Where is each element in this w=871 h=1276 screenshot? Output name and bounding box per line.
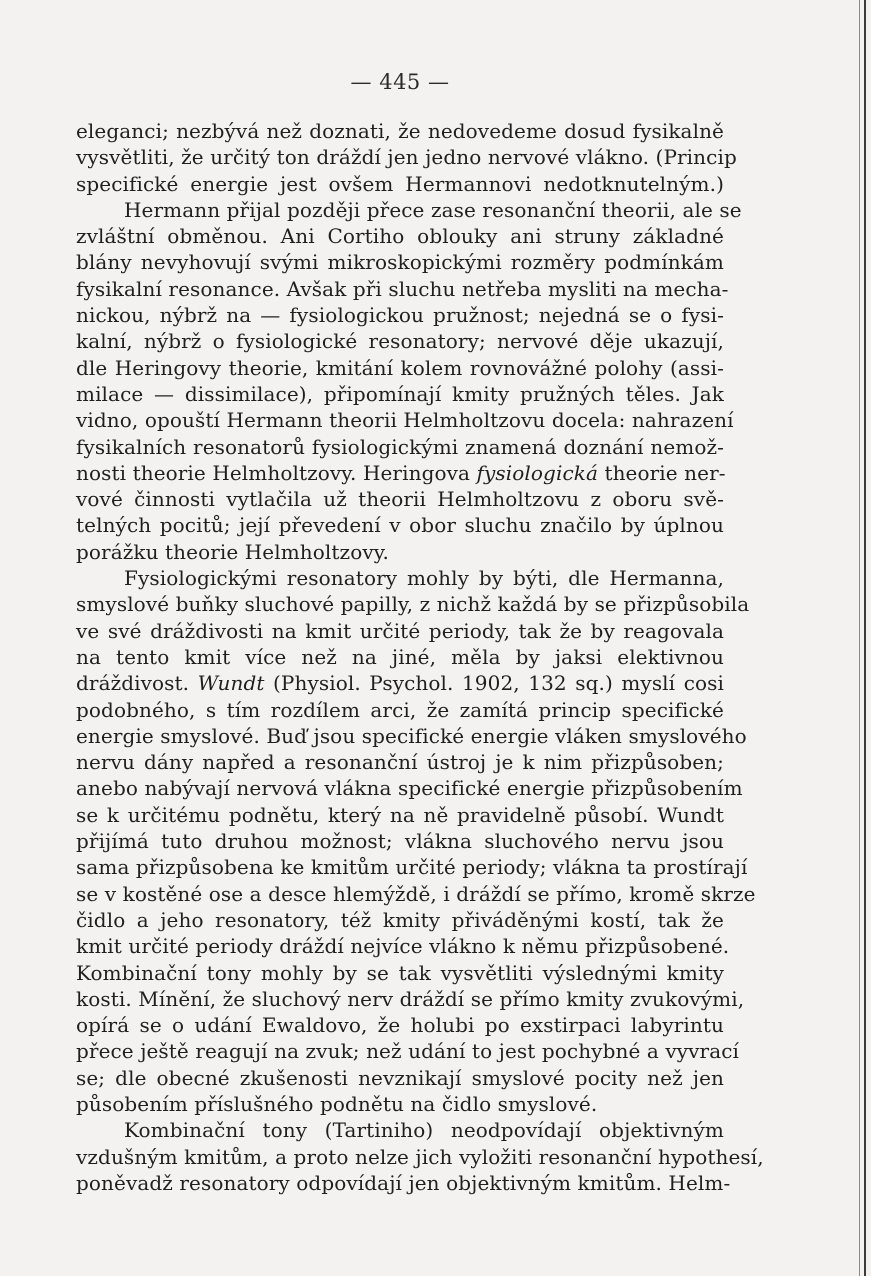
text-line: [76, 197, 742, 223]
text-line-content: přece ještě reagují na zvuk; než udání to jest pochybné a vyvrací: [76, 1039, 740, 1064]
text-line-content: Kombinační tony (Tartiniho) neodpovídají objektivným: [124, 1118, 724, 1143]
text-line: [76, 907, 724, 933]
text-line: [76, 1170, 731, 1196]
text-line-continuation: (Physiol. Psychol. 1902, 132 sq.) myslí cosi: [264, 671, 724, 696]
text-line-content: opírá se o udání Ewaldovo, že holubi po exstirpaci labyrintu: [76, 1013, 724, 1038]
text-line-content: kosti. Mínění, že sluchový nerv dráždí se přímo kmity zvukovými,: [76, 986, 745, 1011]
binding-edge-line: [864, 0, 866, 1276]
text-line: [76, 1091, 724, 1117]
text-line-content: nosti theorie Helmholtzovy. Heringova: [76, 460, 477, 485]
text-line-content: se k určitému podnětu, který na ně pravidelně působí. Wundt: [76, 802, 724, 827]
text-line: [76, 223, 724, 249]
text-line: [76, 171, 724, 197]
body-text: [76, 118, 764, 1196]
text-line-content: fysikalních resonatorů fysiologickými znamená doznání nemož-: [76, 434, 724, 459]
text-line-content: porážku theorie Helmholtzovy.: [76, 539, 389, 564]
italic-word: fysiologická: [476, 460, 598, 485]
text-line: [76, 591, 750, 617]
text-line-content: nickou, nýbrž na — fysiologickou pružnost; nejedná se o fysi-: [76, 303, 724, 328]
text-line-content: anebo nabývají nervová vlákna specifické energie přizpůsobením: [76, 776, 743, 801]
text-line-content: kmit určité periody dráždí nejvíce vlákno k němu přizpůsobené.: [76, 934, 730, 959]
text-line: [76, 644, 724, 670]
text-line: [76, 749, 724, 775]
page-edge-line: [859, 0, 860, 1276]
text-line-content: na tento kmit více než na jiné, měla by jaksi elektivnou: [76, 644, 724, 669]
text-line-content: se v kostěné ose a desce hlemýždě, i dráždí se přímo, kromě skrze: [76, 881, 756, 906]
text-line: [76, 1144, 764, 1170]
text-line-content: nervu dány napřed a resonanční ústroj je k nim přizpůsoben;: [76, 750, 724, 775]
text-line-content: ve své dráždivosti na kmit určité periody, tak že by reagovala: [76, 618, 724, 643]
text-line: [76, 723, 747, 749]
text-line: [76, 1117, 724, 1143]
text-line-continuation: theorie ner-: [597, 460, 726, 485]
text-line: [76, 512, 724, 538]
text-line-content: vidno, opouští Hermann theorii Helmholtzovu docela: nahrazení: [76, 408, 734, 433]
text-line: [76, 434, 724, 460]
italic-word: Wundt: [197, 671, 265, 696]
text-line: [76, 381, 724, 407]
text-line: [76, 802, 724, 828]
text-line-content: vzdušným kmitům, a proto nelze jich vyložiti resonanční hypothesí,: [76, 1144, 764, 1169]
text-line-content: vysvětliti, že určitý ton dráždí jen jedno nervové vlákno. (Princip: [76, 145, 737, 170]
text-line-content: Fysiologickými resonatory mohly by býti, dle Hermanna,: [124, 566, 724, 591]
text-line-content: čidlo a jeho resonatory, též kmity přiváděnými kostí, tak že: [76, 907, 724, 932]
text-line: [76, 118, 724, 144]
page-number: — 445 —: [350, 70, 450, 94]
text-line: [76, 539, 724, 565]
text-line-content: specifické energie jest ovšem Hermannovi nedotknutelným.): [76, 171, 724, 196]
text-line: [76, 618, 724, 644]
text-line: [76, 407, 734, 433]
text-line-content: zvláštní obměnou. Ani Cortiho oblouky ani struny základné: [76, 224, 724, 249]
text-line-content: fysikalní resonance. Avšak při sluchu netřeba mysliti na mecha-: [76, 276, 729, 301]
text-line-content: eleganci; nezbývá než doznati, že nedovedeme dosud fysikalně: [76, 119, 724, 143]
text-line-content: energie smyslové. Buď jsou specifické energie vláken smyslového: [76, 723, 747, 748]
text-line-content: milace — dissimilace), připomínají kmity pružných těles. Jak: [76, 381, 724, 406]
text-line-content: vové činnosti vytlačila už theorii Helmholtzovu z oboru svě-: [76, 487, 724, 512]
text-line-content: poněvadž resonatory odpovídají jen objektivným kmitům. Helm-: [76, 1170, 731, 1195]
text-line-content: Kombinační tony mohly by se tak vysvětliti výslednými kmity: [76, 960, 724, 985]
text-line: [76, 1038, 740, 1064]
text-line-content: blány nevyhovují svými mikroskopickými rozměry podmínkám: [76, 250, 724, 275]
text-line: [76, 986, 745, 1012]
text-line: [76, 1065, 724, 1091]
text-line: [76, 960, 724, 986]
text-line: [76, 697, 724, 723]
text-line: [76, 565, 724, 591]
text-line: [76, 276, 729, 302]
text-line: [76, 775, 743, 801]
text-line: [76, 355, 724, 381]
text-line-content: Hermann přijal později přece zase resonanční theorii, ale se: [124, 197, 742, 222]
text-line-content: telných pocitů; její převedení v obor sluchu značilo by úplnou: [76, 513, 724, 538]
text-line-content: sama přizpůsobena ke kmitům určité periody; vlákna ta prostírají: [76, 855, 748, 880]
text-line-content: přijímá tuto druhou možnost; vlákna sluchového nervu jsou: [76, 829, 724, 854]
text-line: [76, 460, 724, 486]
text-line: [76, 933, 730, 959]
text-line-content: se; dle obecné zkušenosti nevznikají smyslové pocity než jen: [76, 1065, 724, 1090]
text-line: [76, 302, 724, 328]
text-line-content: smyslové buňky sluchové papilly, z nichž každá by se přizpůsobila: [76, 592, 750, 617]
text-line: [76, 881, 756, 907]
text-line: [76, 328, 724, 354]
text-line: [76, 854, 748, 880]
text-line: [76, 1012, 724, 1038]
text-line-content: dle Heringovy theorie, kmitání kolem rovnovážné polohy (assi-: [76, 355, 724, 380]
text-line-content: podobného, s tím rozdílem arci, že zamítá princip specifické: [76, 697, 724, 722]
text-line: [76, 486, 724, 512]
text-line-content: kalní, nýbrž o fysiologické resonatory; nervové děje ukazují,: [76, 329, 724, 354]
text-line: [76, 144, 737, 170]
text-line: [76, 828, 724, 854]
text-line: [76, 249, 724, 275]
text-line: [76, 670, 724, 696]
text-line-content: působením příslušného podnětu na čidlo smyslové.: [76, 1091, 598, 1116]
text-line-content: dráždivost.: [76, 671, 198, 696]
